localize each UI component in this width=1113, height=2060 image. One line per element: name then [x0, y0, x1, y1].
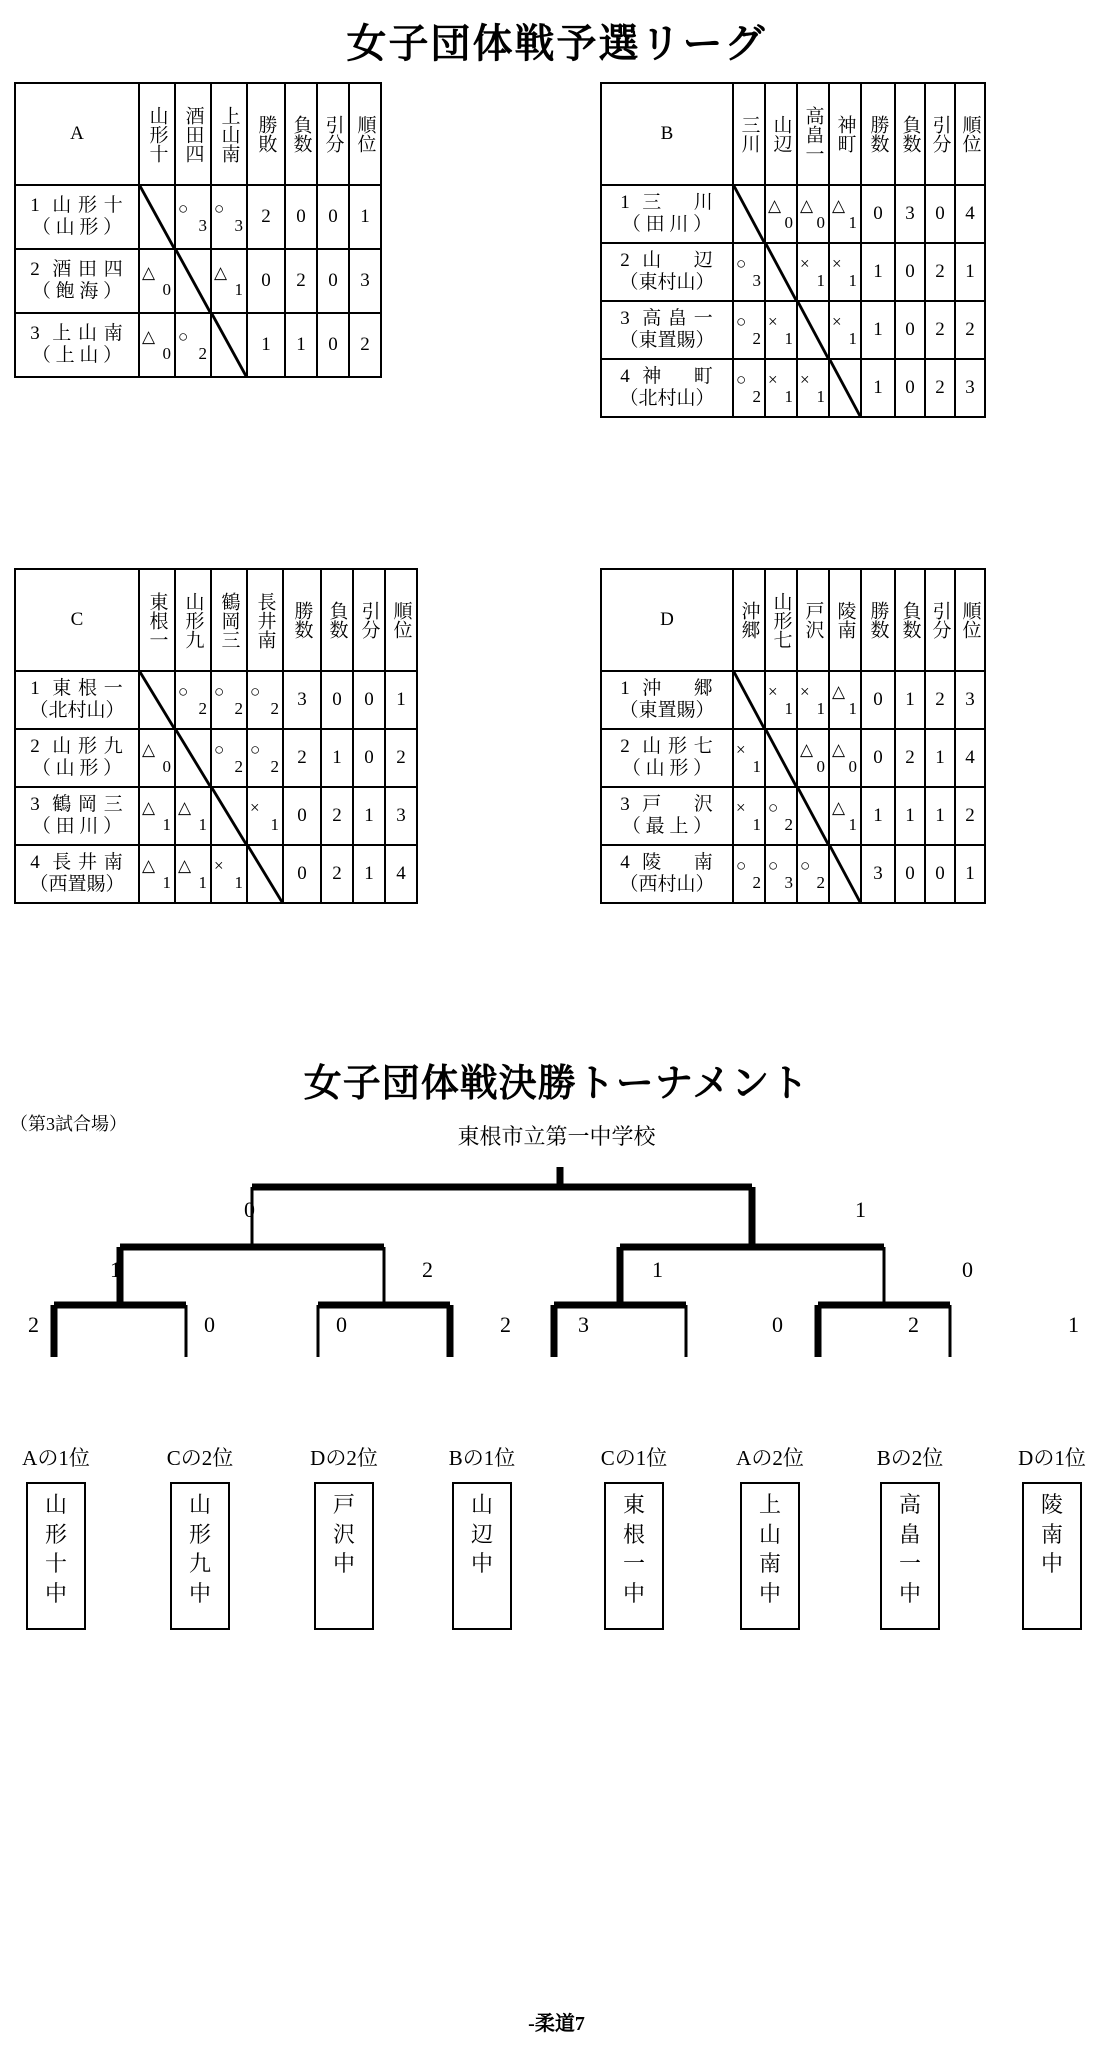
- semi-score-1: 1: [110, 1257, 121, 1282]
- col-head: 負数: [321, 569, 353, 671]
- group-d-label: D: [601, 569, 733, 671]
- team-box-3: 戸 沢 中: [314, 1482, 374, 1630]
- league-table-a: [14, 82, 382, 378]
- team-box-1: 山 形 十 中: [26, 1482, 86, 1630]
- diagonal-cell: [797, 301, 829, 359]
- table-row: 1 三 川 （ 田 川 ） △ 0 △ 0 △ 1 0 3 0 4: [601, 185, 985, 243]
- quarter-score-2: 0: [204, 1312, 215, 1337]
- table-row: 3 高 畠 一 （東置賜） ○ 2 × 1 × 1 1 0 2 2: [601, 301, 985, 359]
- col-head: 三川: [733, 83, 765, 185]
- table-row: 3 戸 沢 （ 最 上 ） × 1 ○ 2 △ 1 1 1 1 2: [601, 787, 985, 845]
- team-box-4: 山 辺 中: [452, 1482, 512, 1630]
- col-head: 陵南: [829, 569, 861, 671]
- col-head: 長井南: [247, 569, 283, 671]
- quarter-score-8: 1: [1068, 1312, 1079, 1337]
- col-head: 順位: [955, 83, 985, 185]
- venue-note: （第3試合場）: [10, 1114, 127, 1134]
- table-row: 1 東 根 一 （北村山） ○ 2 ○ 2 ○ 2 3 0 0 1: [15, 671, 417, 729]
- final-score-left: 0: [244, 1197, 255, 1222]
- col-head: 引分: [317, 83, 349, 185]
- col-head: 引分: [353, 569, 385, 671]
- seed-label-1: Aの1位: [22, 1446, 90, 1470]
- quarter-score-4: 2: [500, 1312, 511, 1337]
- final-score-right: 1: [855, 1197, 866, 1222]
- table-row: 2 山 形 七 （ 山 形 ） × 1 △ 0 △ 0 0 2 1 4: [601, 729, 985, 787]
- team-box-7: 高 畠 一 中: [880, 1482, 940, 1630]
- col-head: 順位: [385, 569, 417, 671]
- quarter-score-7: 2: [908, 1312, 919, 1337]
- seed-label-7: Bの2位: [876, 1446, 944, 1470]
- diagonal-cell: [211, 787, 247, 845]
- group-c-label: C: [15, 569, 139, 671]
- diagonal-cell: [247, 845, 283, 903]
- col-head: 山形七: [765, 569, 797, 671]
- semi-score-4: 0: [962, 1257, 973, 1282]
- seed-label-6: Aの2位: [736, 1446, 804, 1470]
- table-row: 3 鶴 岡 三 （ 田 川 ） △ 1 △ 1 × 1 0 2 1 3: [15, 787, 417, 845]
- table-row: 4 長 井 南 （西置賜） △ 1 △ 1 × 1 0 2 1 4: [15, 845, 417, 903]
- table-row: 2 酒 田 四 （ 飽 海 ） △ 0 △ 1 0 2 0 3: [15, 249, 381, 313]
- diagonal-cell: [797, 787, 829, 845]
- diagonal-cell: [175, 729, 211, 787]
- semi-score-3: 1: [652, 1257, 663, 1282]
- league-table-b: [600, 82, 986, 418]
- col-head: 沖郷: [733, 569, 765, 671]
- col-head: 引分: [925, 569, 955, 671]
- diagonal-cell: [829, 845, 861, 903]
- seed-label-5: Cの1位: [600, 1446, 668, 1470]
- diagonal-cell: [211, 313, 247, 377]
- col-head: 戸沢: [797, 569, 829, 671]
- table-row: 4 神 町 （北村山） ○ 2 × 1 × 1 1 0 2 3: [601, 359, 985, 417]
- col-head: 神町: [829, 83, 861, 185]
- col-head: 山辺: [765, 83, 797, 185]
- table-row: 2 山 辺 （東村山） ○ 3 × 1 × 1 1 0 2 1: [601, 243, 985, 301]
- group-a-table: [14, 82, 382, 378]
- table-row: 1 沖 郷 （東置賜） × 1 × 1 △ 1 0 1 2 3: [601, 671, 985, 729]
- table-row: 1 山 形 十 （ 山 形 ） ○ 3 ○ 3 2 0 0 1: [15, 185, 381, 249]
- semi-score-2: 2: [422, 1257, 433, 1282]
- group-b-label: B: [601, 83, 733, 185]
- col-head: 順位: [349, 83, 381, 185]
- league-table-c: [14, 568, 418, 904]
- diagonal-cell: [139, 185, 175, 249]
- table-row: 3 上 山 南 （ 上 山 ） △ 0 ○ 2 1 1 0 2: [15, 313, 381, 377]
- page-footer: -柔道7: [528, 2013, 585, 2035]
- team-box-5: 東 根 一 中: [604, 1482, 664, 1630]
- col-head: 負数: [895, 83, 925, 185]
- tournament-title: 女子団体戦決勝トーナメント: [303, 1063, 810, 1105]
- col-head: 酒田四: [175, 83, 211, 185]
- diagonal-cell: [733, 185, 765, 243]
- quarter-score-6: 0: [772, 1312, 783, 1337]
- table-row: 4 陵 南 （西村山） ○ 2 ○ 3 ○ 2 3 0 0 1: [601, 845, 985, 903]
- col-head: 引分: [925, 83, 955, 185]
- col-head: 勝数: [861, 83, 895, 185]
- seed-label-2: Cの2位: [166, 1446, 234, 1470]
- diagonal-cell: [765, 243, 797, 301]
- venue-label: 東根市立第一中学校: [457, 1124, 656, 1149]
- group-d-table: [600, 568, 986, 904]
- diagonal-cell: [829, 359, 861, 417]
- col-head: 勝数: [861, 569, 895, 671]
- diagonal-cell: [139, 671, 175, 729]
- team-box-6: 上 山 南 中: [740, 1482, 800, 1630]
- seed-label-3: Dの2位: [310, 1446, 378, 1470]
- league-table-d: [600, 568, 986, 904]
- col-head: 勝数: [283, 569, 321, 671]
- quarter-score-5: 3: [578, 1312, 589, 1337]
- group-b-table: [600, 82, 986, 418]
- seed-label-8: Dの1位: [1018, 1446, 1086, 1470]
- col-head: 山形十: [139, 83, 175, 185]
- col-head: 高畠一: [797, 83, 829, 185]
- quarter-score-1: 2: [28, 1312, 39, 1337]
- col-head: 鶴岡三: [211, 569, 247, 671]
- bracket-diagram: [0, 1167, 1113, 1447]
- team-box-2: 山 形 九 中: [170, 1482, 230, 1630]
- seed-label-4: Bの1位: [448, 1446, 516, 1470]
- col-head: 負数: [895, 569, 925, 671]
- diagonal-cell: [175, 249, 211, 313]
- col-head: 東根一: [139, 569, 175, 671]
- col-head: 負数: [285, 83, 317, 185]
- diagonal-cell: [733, 671, 765, 729]
- diagonal-cell: [765, 729, 797, 787]
- col-head: 勝敗: [247, 83, 285, 185]
- col-head: 上山南: [211, 83, 247, 185]
- group-a-label: A: [15, 83, 139, 185]
- table-row: 2 山 形 九 （ 山 形 ） △ 0 ○ 2 ○ 2 2 1 0 2: [15, 729, 417, 787]
- group-c-table: [14, 568, 418, 904]
- col-head: 山形九: [175, 569, 211, 671]
- quarter-score-3: 0: [336, 1312, 347, 1337]
- page-title: 女子団体戦予選リーグ: [346, 21, 767, 66]
- col-head: 順位: [955, 569, 985, 671]
- team-box-8: 陵 南 中: [1022, 1482, 1082, 1630]
